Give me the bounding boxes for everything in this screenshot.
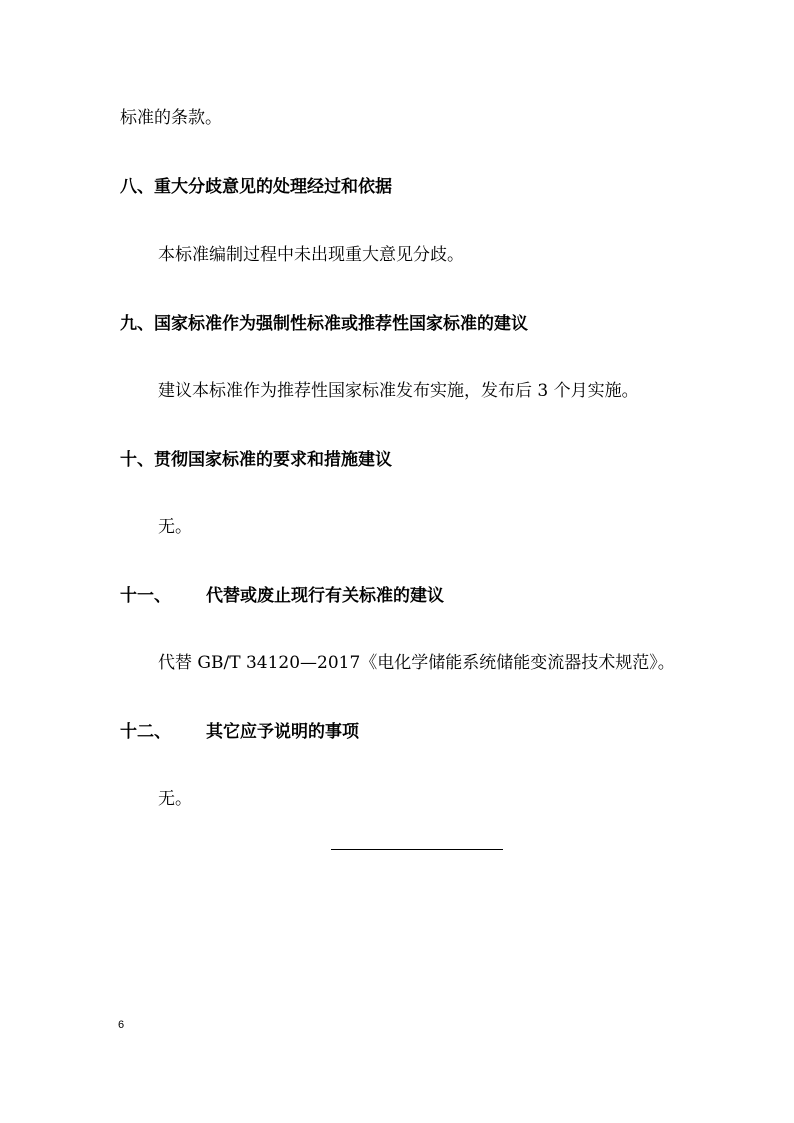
section-number: 十一、 [120,586,171,606]
section-number: 九、 [120,314,154,334]
continuation-text: 标准的条款。 [120,108,222,128]
section-number: 八、 [120,177,154,197]
section-heading-9 [120,312,528,336]
section-body-11: 代替 GB/T 34120—2017《电化学储能系统储能变流器技术规范》。 [158,653,675,673]
section-body-10: 无。 [158,517,192,537]
section-body-8: 本标准编制过程中未出现重大意见分歧。 [158,245,464,265]
section-title: 国家标准作为强制性标准或推荐性国家标准的建议 [154,314,528,334]
section-title: 重大分歧意见的处理经过和依据 [154,177,392,197]
end-divider [331,849,503,850]
section-number: 十、 [120,450,154,470]
section-heading-8 [120,175,392,199]
section-body-9: 建议本标准作为推荐性国家标准发布实施，发布后 3 个月实施。 [158,381,639,401]
page-number: 6 [118,1019,125,1031]
section-heading-10 [120,448,392,472]
section-heading-12 [120,720,359,744]
section-title: 其它应予说明的事项 [206,722,359,742]
section-body-12: 无。 [158,789,192,809]
section-title: 贯彻国家标准的要求和措施建议 [154,450,392,470]
section-number: 十二、 [120,722,171,742]
section-heading-11 [120,584,444,608]
section-title: 代替或废止现行有关标准的建议 [206,586,444,606]
